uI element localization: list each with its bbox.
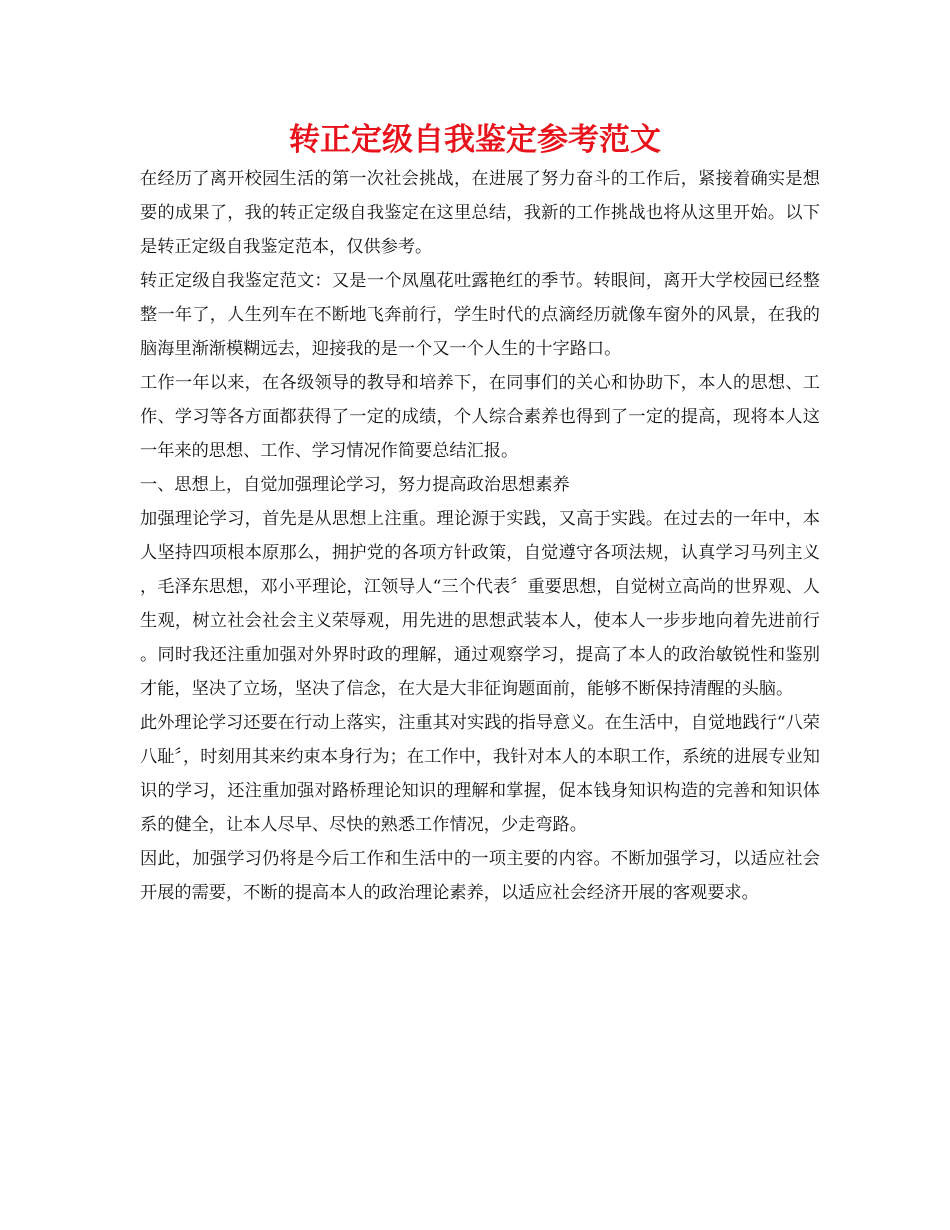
document-body bbox=[140, 162, 820, 910]
paragraph-sample-opening: 转正定级自我鉴定范文：又是一个凤凰花吐露艳红的季节。转眼间，离开大学校园已经整整一年了，人生列车在不断地飞奔前行，学生时代的点滴经历就像车窗外的风景，在我的脑海里渐渐模糊远去，迎接我的是一个又一个人生的十字路口。 bbox=[140, 271, 820, 359]
paragraph-practice: 此外理论学习还要在行动上落实，注重其对实践的指导意义。在生活中，自觉地践行“八荣八耻〞，时刻用其来约束本身行为；在工作中，我针对本人的本职工作，系统的进展专业知识的学习，还注重加强对路桥理论知识的理解和掌握，促本钱身知识构造的完善和知识体系的健全，让本人尽早、尽快的熟悉工作情况，少走弯路。 bbox=[140, 713, 820, 835]
document-title: 转正定级自我鉴定参考范文 bbox=[289, 122, 661, 158]
paragraph-year-summary: 工作一年以来，在各级领导的教导和培养下，在同事们的关心和协助下，本人的思想、工作、学习等各方面都获得了一定的成绩，个人综合素养也得到了一定的提高，现将本人这一年来的思想、工作、学习情况作简要总结汇报。 bbox=[140, 373, 820, 461]
paragraph-intro: 在经历了离开校园生活的第一次社会挑战，在进展了努力奋斗的工作后，紧接着确实是想要的成果了，我的转正定级自我鉴定在这里总结，我新的工作挑战也将从这里开始。以下是转正定级自我鉴定范本，仅供参考。 bbox=[140, 169, 820, 257]
paragraph-theory-study: 加强理论学习，首先是从思想上注重。理论源于实践，又高于实践。在过去的一年中，本人坚持四项根本原那么，拥护党的各项方针政策，自觉遵守各项法规，认真学习马列主义，毛泽东思想，邓小平理论，江领导人“三个代表〞重要思想，自觉树立高尚的世界观、人生观，树立社会社会主义荣辱观，用先进的思想武装本人，使本人一步步地向着先进前行。同时我还注重加强对外界时政的理解，通过观察学习，提高了本人的政治敏锐性和鉴别才能，坚决了立场，坚决了信念，在大是大非征询题面前，能够不断保持清醒的头脑。 bbox=[140, 509, 820, 699]
section-heading-ideology: 一、思想上，自觉加强理论学习，努力提高政治思想素养 bbox=[140, 475, 570, 495]
paragraph-conclusion: 因此，加强学习仍将是今后工作和生活中的一项主要的内容。不断加强学习，以适应社会开展的需要，不断的提高本人的政治理论素养，以适应社会经济开展的客观要求。 bbox=[140, 849, 820, 903]
